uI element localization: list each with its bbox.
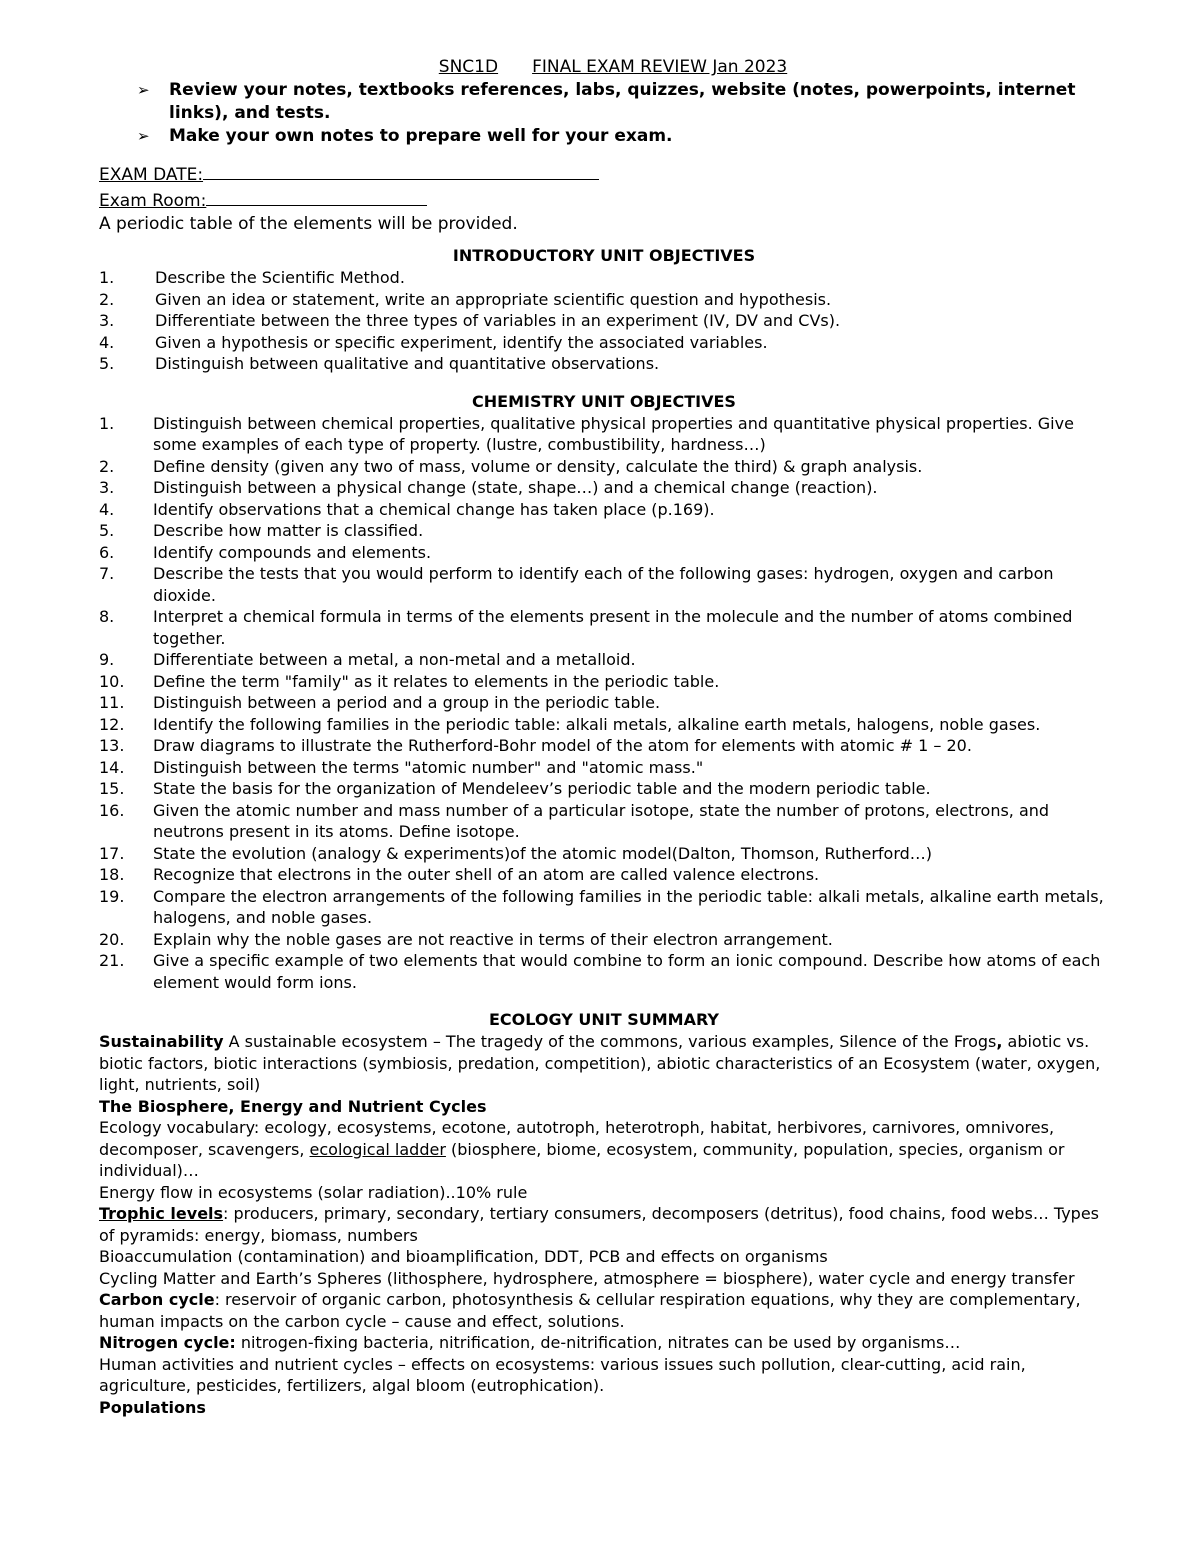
item-text: Given the atomic number and mass number of a particular isotope, state the number of protons, electrons, and neutrons present in its atoms. Define isotope. [153, 800, 1050, 841]
item-text: Recognize that electrons in the outer shell of an atom are called valence electrons. [153, 865, 820, 884]
item-number: 16. [99, 800, 125, 820]
list-item [99, 563, 1109, 606]
exam-room-label: Exam Room: [99, 191, 207, 211]
item-number: 1. [99, 268, 115, 287]
list-item [99, 649, 1109, 671]
item-number: 11. [99, 693, 125, 712]
item-number: 5. [99, 354, 115, 373]
list-item [99, 332, 1109, 354]
human-activities: Human activities and nutrient cycles – effects on ecosystems: various issues such pollution, clear-cutting, acid rain, agriculture, pesticides, fertilizers, algal bloom (eutrophication). [99, 1354, 1026, 1395]
list-item [99, 757, 1109, 779]
exam-date-label: EXAM DATE: [99, 165, 204, 185]
exam-room-blank [206, 187, 427, 206]
item-text: State the basis for the organization of Mendeleev’s periodic table and the modern periodic table. [153, 779, 931, 798]
item-number: 4. [99, 332, 115, 352]
list-item [99, 778, 1109, 800]
list-item [99, 289, 1109, 311]
list-item [99, 456, 1109, 478]
intro-heading: INTRODUCTORY UNIT OBJECTIVES [452, 246, 756, 265]
ecology-summary [99, 1031, 1109, 1418]
item-number: 9. [99, 650, 115, 669]
item-text: Distinguish between chemical properties, qualitative physical properties and quantitative physical properties. Give some examples of each type of property. (lustre, combustibility, hardness…) [153, 413, 1074, 454]
sustainability-paragraph: Sustainability A sustainable ecosystem – The tragedy of the commons, various examples, Silence of the Frogs, abiotic vs. biotic factors, biotic interactions (symbiosis, predation, competition), abiotic characteristics of an Ecosystem (water, oxygen, light, nutrients, soil) [99, 1032, 1101, 1094]
item-text: State the evolution (analogy & experiments)of the atomic model(Dalton, Thomson, Rutherford…) [153, 843, 933, 863]
exam-title: FINAL EXAM REVIEW Jan 2023 [532, 57, 788, 77]
list-item [99, 267, 1109, 289]
item-number: 2. [99, 456, 115, 476]
item-number: 19. [99, 886, 125, 906]
item-number: 6. [99, 542, 115, 562]
exam-date-blank [203, 161, 599, 180]
item-number: 12. [99, 714, 125, 734]
list-item [99, 950, 1109, 993]
list-item [99, 310, 1109, 332]
list-item [99, 671, 1109, 693]
item-number: 8. [99, 607, 115, 626]
item-number: 17. [99, 843, 125, 863]
list-item [99, 353, 1109, 375]
list-item [99, 499, 1109, 521]
list-item [99, 800, 1109, 843]
item-text: Give a specific example of two elements that would combine to form an ionic compound. Describe how atoms of each element would form ions. [153, 951, 1101, 992]
energy-flow: Energy flow in ecosystems (solar radiation)..10% rule [99, 1182, 528, 1202]
item-text: Interpret a chemical formula in terms of the elements present in the molecule and the number of atoms combined together. [153, 607, 1073, 648]
item-text: Explain why the noble gases are not reactive in terms of their electron arrangement. [153, 929, 833, 949]
carbon-paragraph: Carbon cycle: reservoir of organic carbon, photosynthesis & cellular respiration equations, why they are complementary, human impacts on the carbon cycle – cause and effect, solutions. [99, 1290, 1081, 1331]
list-item [99, 843, 1109, 865]
item-text: Describe the Scientific Method. [155, 268, 405, 287]
item-text: Differentiate between the three types of variables in an experiment (IV, DV and CVs). [155, 311, 841, 330]
item-text: Identify the following families in the periodic table: alkali metals, alkaline earth metals, halogens, noble gases. [153, 714, 1041, 734]
item-text: Describe how matter is classified. [153, 521, 424, 540]
chemistry-objectives [99, 413, 1109, 994]
item-text: Given an idea or statement, write an appropriate scientific question and hypothesis. [155, 289, 832, 309]
item-number: 4. [99, 499, 115, 519]
item-number: 21. [99, 951, 125, 970]
populations-heading: Populations [99, 1397, 206, 1417]
item-text: Distinguish between the terms "atomic number" and "atomic mass." [153, 757, 704, 777]
list-item [99, 606, 1109, 649]
list-item [99, 477, 1109, 499]
vocab-paragraph: Ecology vocabulary: ecology, ecosystems, ecotone, autotroph, heterotroph, habitat, herbivores, carnivores, omnivores, decomposer, scavengers, ecological ladder (biosphere, biome, ecosystem, community, population, species, organism or individual)… [99, 1118, 1065, 1180]
intro-objectives [99, 267, 1109, 375]
item-number: 15. [99, 779, 125, 798]
list-item [99, 714, 1109, 736]
course-code: SNC1D [438, 57, 499, 77]
instruction-list [99, 79, 1109, 148]
arrow-bullet-icon: ➢ [137, 81, 150, 99]
list-item: ➢ Make your own notes to prepare well for your exam. [137, 126, 673, 146]
item-text: Draw diagrams to illustrate the Rutherford-Bohr model of the atom for elements with atomic # 1 – 20. [153, 736, 972, 755]
item-text: Define density (given any two of mass, volume or density, calculate the third) & graph analysis. [153, 456, 923, 476]
item-number: 18. [99, 865, 125, 884]
ecology-heading: ECOLOGY UNIT SUMMARY [488, 1010, 720, 1029]
item-number: 13. [99, 736, 125, 755]
chemistry-heading: CHEMISTRY UNIT OBJECTIVES [472, 391, 736, 411]
page-title [99, 56, 1109, 79]
bioaccumulation: Bioaccumulation (contamination) and bioamplification, DDT, PCB and effects on organisms [99, 1247, 828, 1266]
list-item: ➢ Review your notes, textbooks references, labs, quizzes, website (notes, powerpoints, internet links), and tests. [137, 80, 1076, 123]
list-item [99, 542, 1109, 564]
exam-info [99, 161, 1109, 236]
list-item [99, 929, 1109, 951]
item-number: 7. [99, 564, 115, 583]
item-text: Identify observations that a chemical change has taken place (p.169). [153, 499, 715, 519]
nitrogen-paragraph: Nitrogen cycle: nitrogen-fixing bacteria, nitrification, de-nitrification, nitrates can be used by organisms… [99, 1333, 961, 1352]
item-number: 3. [99, 478, 115, 497]
item-number: 20. [99, 929, 125, 949]
item-text: Distinguish between a physical change (state, shape…) and a chemical change (reaction). [153, 478, 878, 497]
item-number: 1. [99, 413, 115, 433]
item-number: 10. [99, 671, 125, 691]
list-item [99, 692, 1109, 714]
exam-note: A periodic table of the elements will be provided. [99, 214, 518, 234]
item-text: Distinguish between a period and a group in the periodic table. [153, 693, 661, 712]
item-number: 14. [99, 757, 125, 777]
item-text: Describe the tests that you would perform to identify each of the following gases: hydrogen, oxygen and carbon dioxide. [153, 564, 1054, 605]
list-item [99, 886, 1109, 929]
list-item [99, 864, 1109, 886]
item-text: Differentiate between a metal, a non-metal and a metalloid. [153, 650, 636, 669]
trophic-paragraph: Trophic levels: producers, primary, secondary, tertiary consumers, decomposers (detritus), food chains, food webs… Types of pyramids: energy, biomass, numbers [99, 1204, 1099, 1245]
item-text: Identify compounds and elements. [153, 542, 432, 562]
cycling-paragraph: Cycling Matter and Earth’s Spheres (lithosphere, hydrosphere, atmosphere = biosphere), water cycle and energy transfer [99, 1268, 1075, 1288]
item-text: Distinguish between qualitative and quantitative observations. [155, 354, 660, 373]
item-number: 5. [99, 521, 115, 540]
item-text: Given a hypothesis or specific experiment, identify the associated variables. [155, 332, 768, 352]
list-item [99, 413, 1109, 456]
item-text: Compare the electron arrangements of the following families in the periodic table: alkali metals, alkaline earth metals, halogens, and noble gases. [153, 886, 1104, 927]
list-item [99, 520, 1109, 542]
arrow-bullet-icon: ➢ [137, 127, 150, 145]
biosphere-heading: The Biosphere, Energy and Nutrient Cycles [99, 1096, 487, 1116]
document-page [99, 56, 1109, 1418]
item-text: Define the term "family" as it relates to elements in the periodic table. [153, 671, 720, 691]
list-item [99, 735, 1109, 757]
item-number: 2. [99, 289, 115, 309]
item-number: 3. [99, 311, 115, 330]
